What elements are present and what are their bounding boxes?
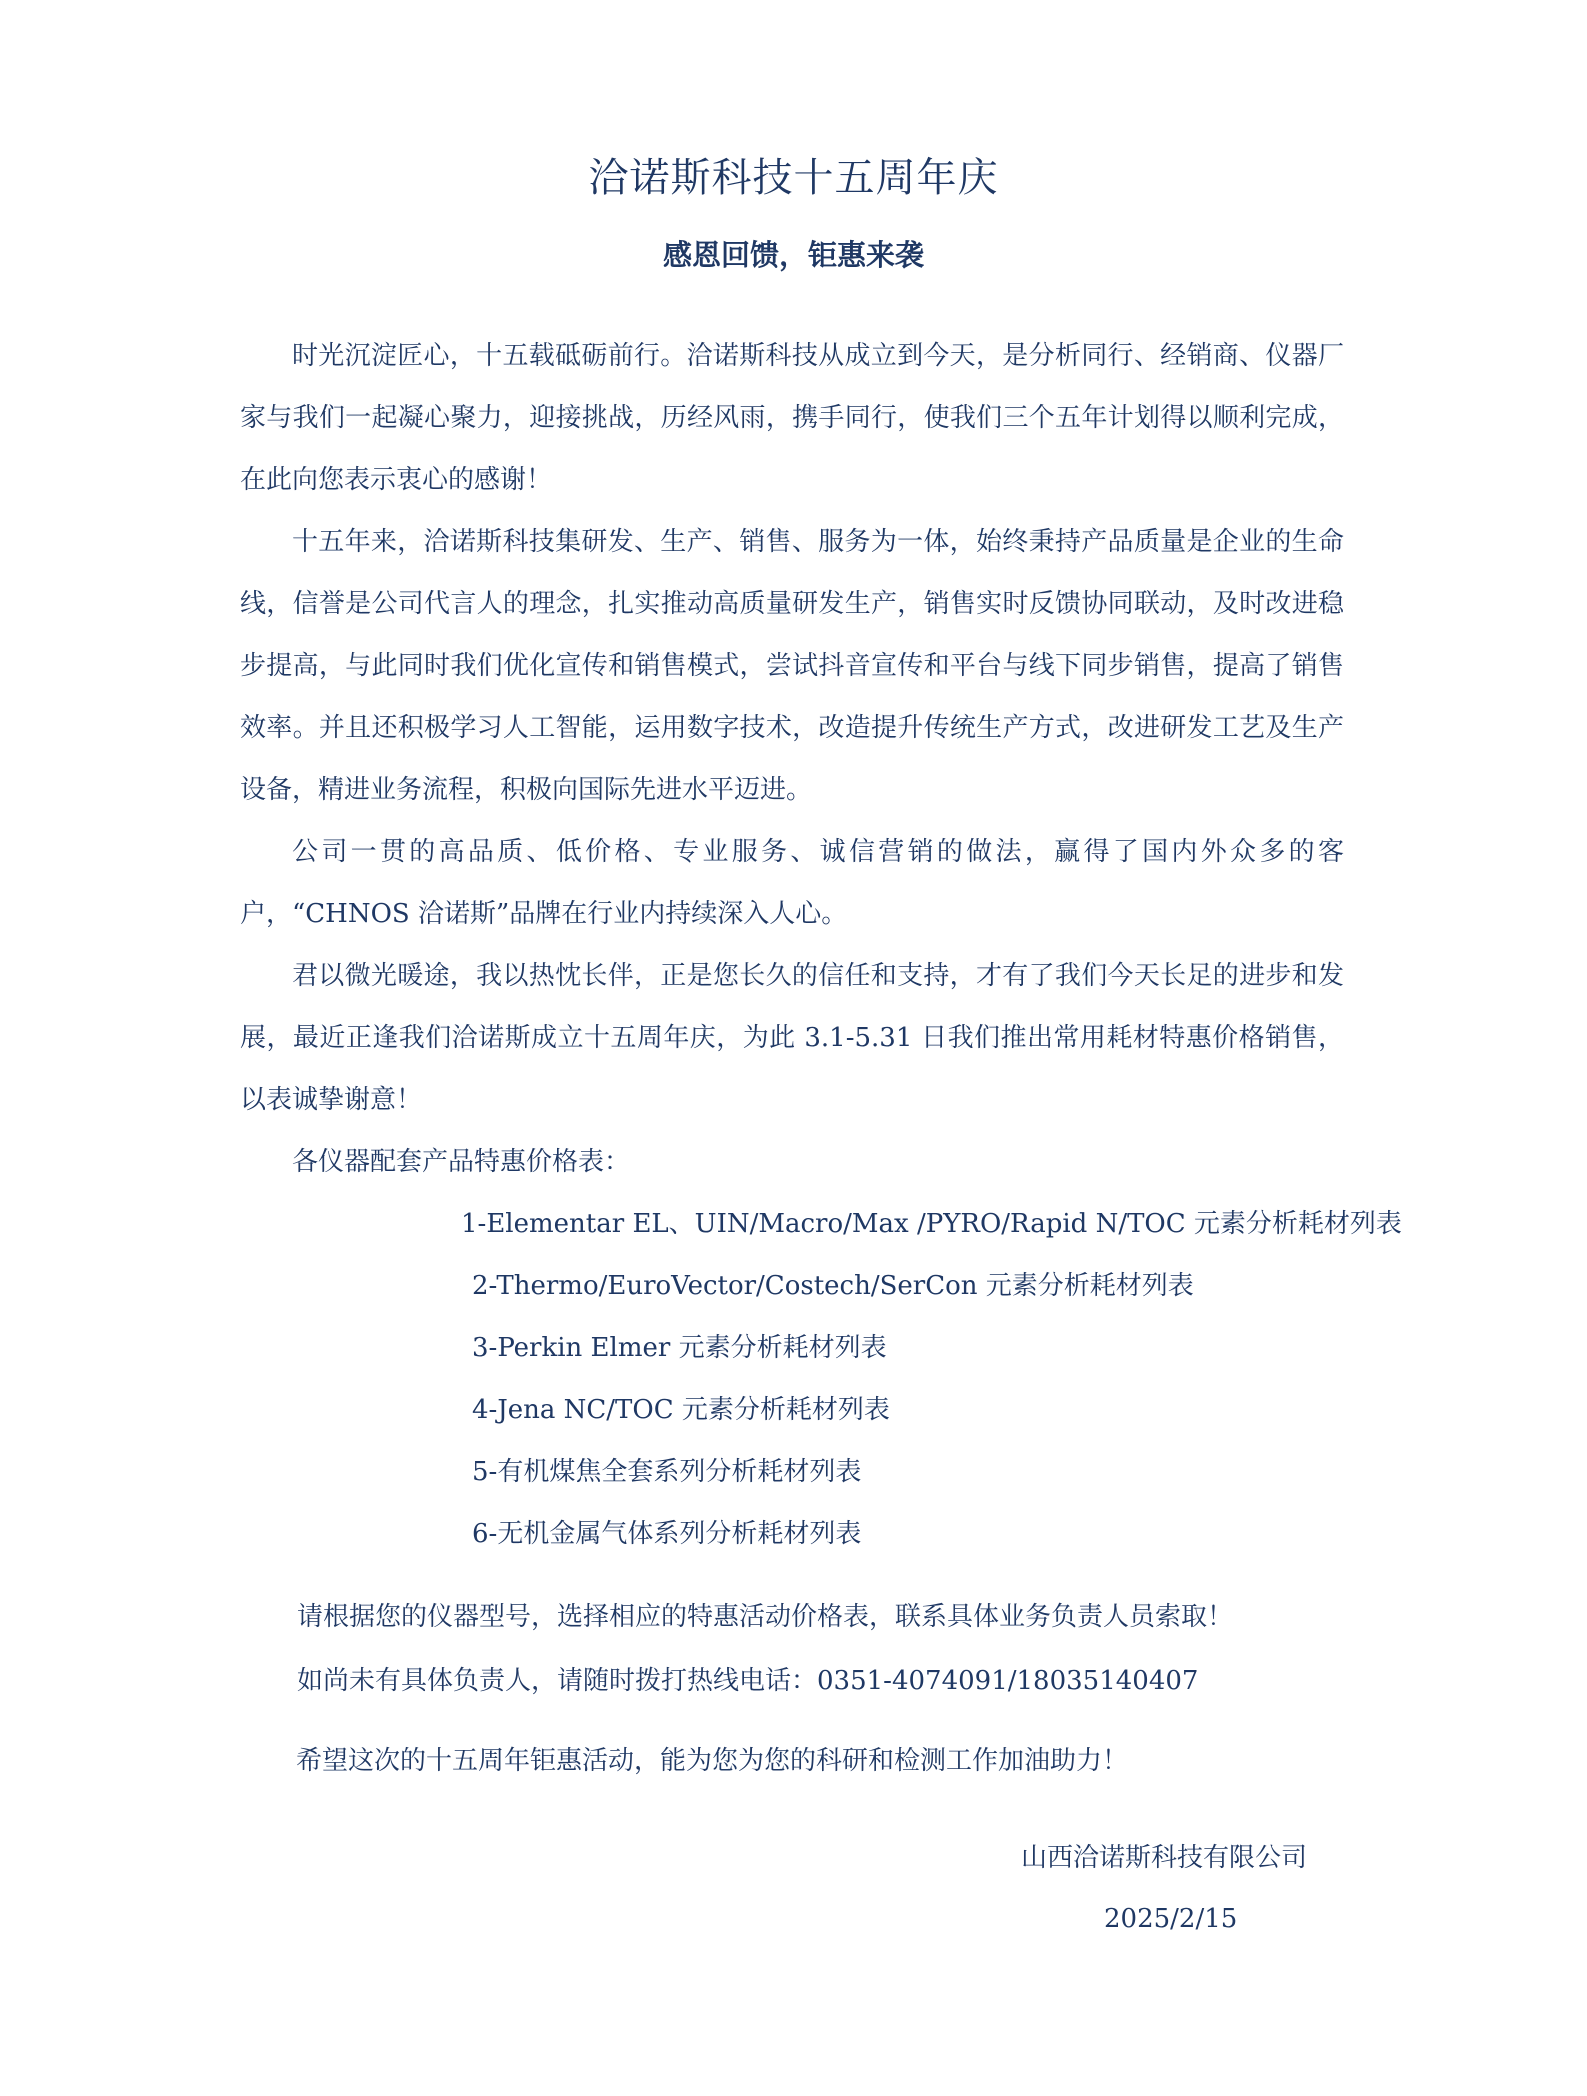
list-item: 6-无机金属气体系列分析耗材列表: [472, 1519, 862, 1549]
price-list: [240, 1193, 1402, 1565]
list-item: 4-Jena NC/TOC 元素分析耗材列表: [472, 1395, 890, 1425]
hotline: 如尚未有具体负责人，请随时拨打热线电话：0351-4074091/18035140407: [297, 1666, 1199, 1696]
letter-body: [240, 325, 1402, 1565]
page-title: 洽诺斯科技十五周年庆: [588, 155, 999, 201]
closing-line: 希望这次的十五周年钜惠活动，能为您为您的科研和检测工作加油助力！: [296, 1746, 1129, 1776]
paragraph-intro: 时光沉淀匠心，十五载砥砺前行。洽诺斯科技从成立到今天，是分析同行、经销商、仪器厂家与我们一起凝心聚力，迎接挑战，历经风雨，携手同行，使我们三个五年计划得以顺利完成，在此向您表示衷心的感谢！: [240, 341, 1344, 495]
list-item: 5-有机煤焦全套系列分析耗材列表: [472, 1457, 862, 1487]
paragraph-history: 十五年来，洽诺斯科技集研发、生产、销售、服务为一体，始终秉持产品质量是企业的生命线，信誉是公司代言人的理念，扎实推动高质量研发生产，销售实时反馈协同联动，及时改进稳步提高，与此同时我们优化宣传和销售模式，尝试抖音宣传和平台与线下同步销售，提高了销售效率。并且还积极学习人工智能，运用数字技术，改造提升传统生产方式，改进研发工艺及生产设备，精进业务流程，积极向国际先进水平迈进。: [240, 527, 1344, 805]
list-item: 1-Elementar EL、UIN/Macro/Max /PYRO/Rapid N/TOC 元素分析耗材列表: [461, 1209, 1402, 1239]
company-signature: 山西洽诺斯科技有限公司: [1021, 1843, 1308, 1873]
paragraph-reputation: 公司一贯的高品质、低价格、专业服务、诚信营销的做法，赢得了国内外众多的客户，“CHNOS 洽诺斯”品牌在行业内持续深入人心。: [240, 837, 1344, 929]
page-subtitle: 感恩回馈，钜惠来袭: [662, 238, 924, 272]
list-item: 2-Thermo/EuroVector/Costech/SerCon 元素分析耗材列表: [472, 1271, 1194, 1301]
contact-instruction: 请根据您的仪器型号，选择相应的特惠活动价格表，联系具体业务负责人员索取！: [297, 1602, 1234, 1632]
price-list-intro: 各仪器配套产品特惠价格表：: [292, 1147, 631, 1177]
paragraph-promotion: 君以微光暖途，我以热忱长伴，正是您长久的信任和支持，才有了我们今天长足的进步和发展，最近正逢我们洽诺斯成立十五周年庆，为此 3.1-5.31 日我们推出常用耗材特惠价格销售，以表诚挚谢意！: [240, 961, 1344, 1115]
signature-date: 2025/2/15: [1104, 1904, 1238, 1934]
contact-info: [297, 1585, 1233, 1713]
list-item: 3-Perkin Elmer 元素分析耗材列表: [472, 1333, 887, 1363]
